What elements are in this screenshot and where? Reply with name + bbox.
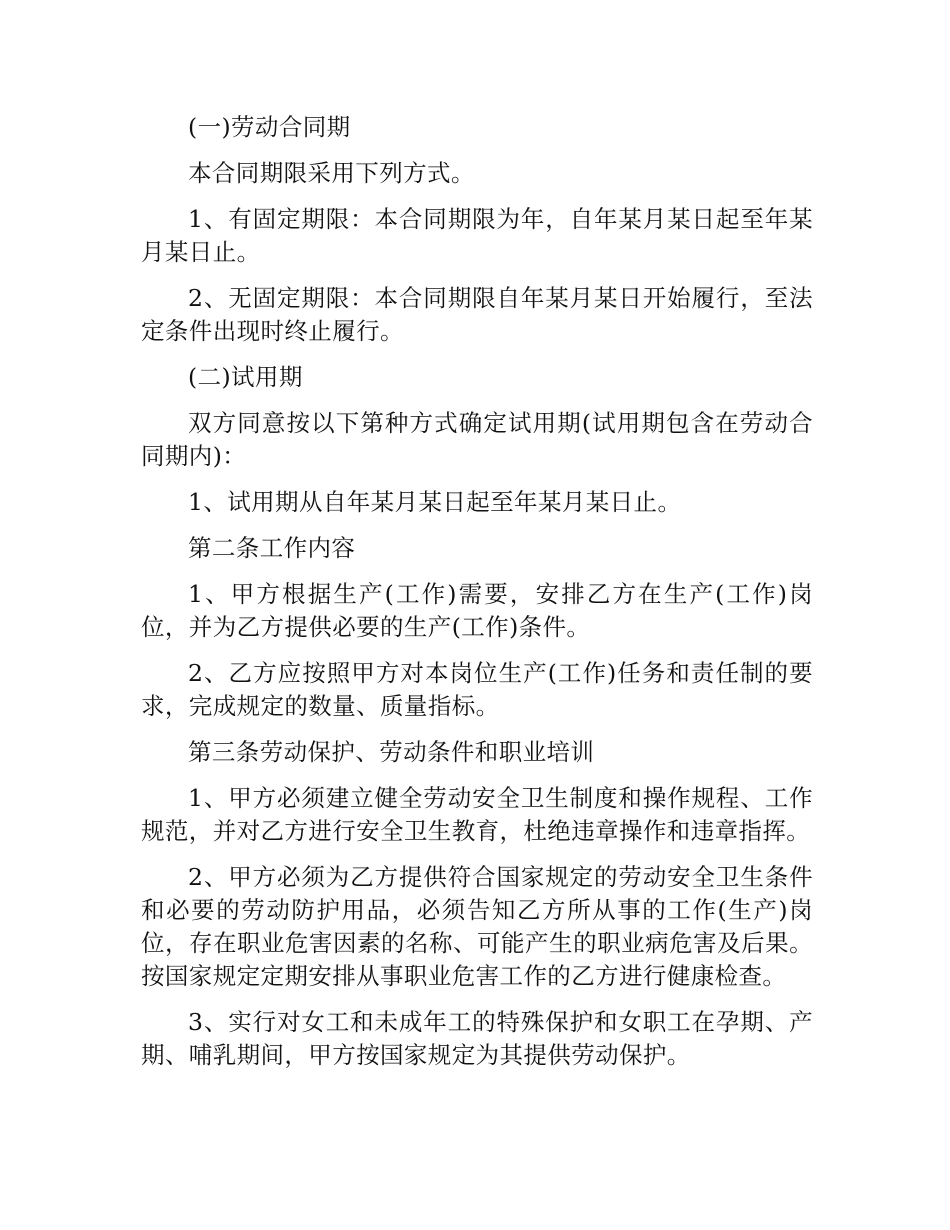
paragraph-labor-contract-period: (一)劳动合同期	[188, 113, 351, 141]
paragraph-contract-term-methods: 本合同期限采用下列方式。	[188, 159, 475, 187]
paragraph-safety-rules: 1、甲方必须建立健全劳动安全卫生制度和操作规程、工作规范，并对乙方进行安全卫生教育，杜绝违章操作和违章指挥。	[141, 784, 813, 845]
paragraph-special-protection: 3、实行对女工和未成年工的特殊保护和女职工在孕期、产期、哺乳期间，甲方按国家规定为其提供劳动保护。	[141, 1008, 813, 1069]
paragraph-work-assignment: 1、甲方根据生产(工作)需要，安排乙方在生产(工作)岗位，并为乙方提供必要的生产(工作)条件。	[141, 580, 813, 641]
paragraph-probation-dates: 1、试用期从自年某月某日起至年某月某日止。	[188, 488, 682, 516]
paragraph-open-term: 2、无固定期限：本合同期限自年某月某日开始履行，至法定条件出现时终止履行。	[141, 284, 813, 345]
paragraph-fixed-term: 1、有固定期限：本合同期限为年，自年某月某日起至年某月某日止。	[141, 205, 813, 266]
paragraph-protective-conditions: 2、甲方必须为乙方提供符合国家规定的劳动安全卫生条件和必要的劳动防护用品，必须告知乙方所从事的工作(生产)岗位，存在职业危害因素的名称、可能产生的职业病危害及后果。按国家规定定期安排从事职业危害工作的乙方进行健康检查。	[141, 863, 813, 990]
paragraph-work-requirements: 2、乙方应按照甲方对本岗位生产(工作)任务和责任制的要求，完成规定的数量、质量指标。	[141, 659, 813, 720]
paragraph-article-three-heading: 第三条劳动保护、劳动条件和职业培训	[188, 738, 595, 766]
document-body	[141, 111, 813, 1085]
paragraph-article-two-heading: 第二条工作内容	[188, 534, 356, 562]
paragraph-probation-agreement: 双方同意按以下第种方式确定试用期(试用期包含在劳动合同期内)：	[141, 409, 813, 470]
paragraph-probation-period: (二)试用期	[188, 363, 303, 391]
